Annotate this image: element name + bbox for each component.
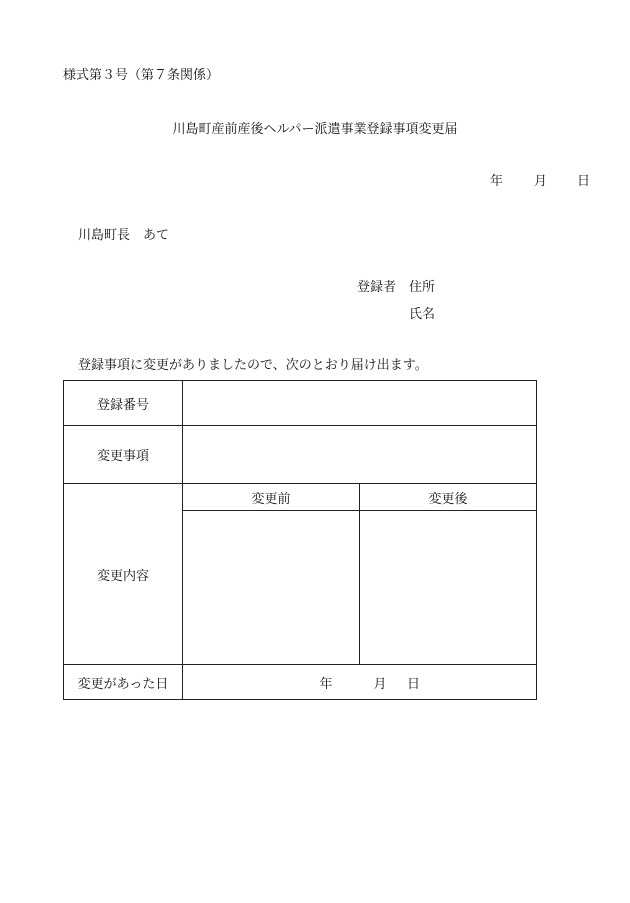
change-item-field[interactable] xyxy=(183,426,537,484)
before-change-field[interactable] xyxy=(183,511,360,665)
name-label: 氏名 xyxy=(409,307,436,322)
before-change-header: 変更前 xyxy=(183,484,360,511)
after-change-field[interactable] xyxy=(360,511,537,665)
document-title: 川島町産前産後ヘルパー派遣事業登録事項変更届 xyxy=(172,122,458,137)
change-item-row xyxy=(64,426,537,484)
registration-number-label: 登録番号 xyxy=(64,381,183,426)
change-date-month: 月 xyxy=(373,676,387,692)
registration-number-row xyxy=(64,381,537,426)
date-day-label: 日 xyxy=(577,174,591,189)
change-form-table xyxy=(63,380,537,700)
change-content-header-row xyxy=(64,484,537,511)
addressee: 川島町長 あて xyxy=(78,228,170,243)
change-item-label: 変更事項 xyxy=(64,426,183,484)
registration-number-field[interactable] xyxy=(183,381,537,426)
change-date-field[interactable] xyxy=(183,665,537,700)
change-date-day: 日 xyxy=(406,676,420,692)
form-number: 様式第３号（第７条関係） xyxy=(63,68,220,83)
change-content-label: 変更内容 xyxy=(64,484,183,665)
registrant-label: 登録者 xyxy=(357,280,397,295)
change-date-row xyxy=(64,665,537,700)
date-year-label: 年 xyxy=(490,174,504,189)
date-month-label: 月 xyxy=(534,174,548,189)
statement-text: 登録事項に変更がありましたので、次のとおり届け出ます。 xyxy=(78,358,428,373)
address-label: 住所 xyxy=(409,280,436,295)
change-date-year: 年 xyxy=(319,676,333,692)
submission-date xyxy=(490,175,590,188)
after-change-header: 変更後 xyxy=(360,484,537,511)
change-date-label: 変更があった日 xyxy=(64,665,183,700)
